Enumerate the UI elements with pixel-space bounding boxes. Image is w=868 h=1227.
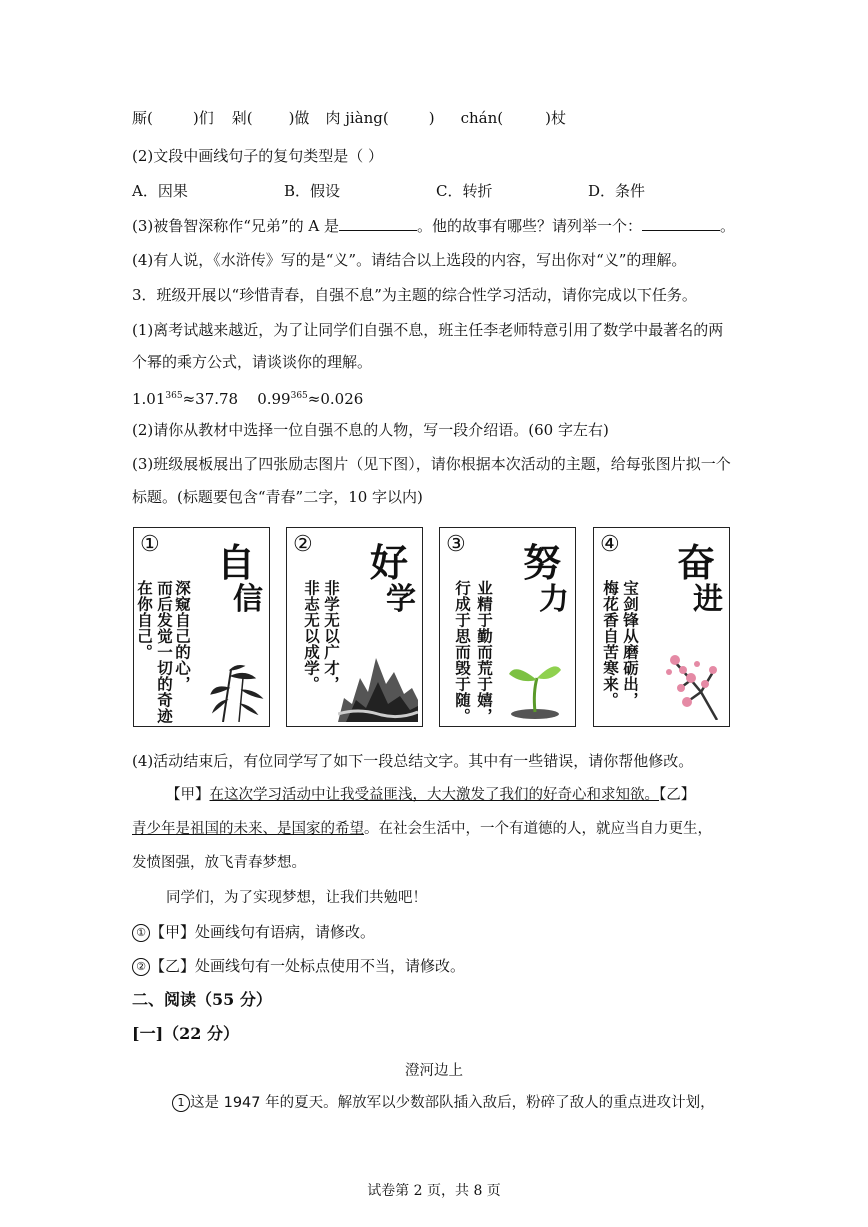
word-4-end: )杖 bbox=[545, 109, 566, 127]
card-word-2: 进 bbox=[693, 582, 723, 617]
card-number: ④ bbox=[600, 532, 620, 557]
pinyin-question-line bbox=[132, 108, 566, 128]
yi-tag: 【乙】 bbox=[659, 787, 696, 803]
formula-exp-1: 365 bbox=[165, 391, 183, 401]
card-text-col-2: 非志无以成学。 bbox=[302, 580, 320, 692]
task-4: (4)活动结束后，有位同学写了如下一段总结文字。其中有一些错误，请你帮他修改。 bbox=[132, 752, 694, 770]
card-word-2: 力 bbox=[539, 582, 569, 617]
word-2: 剁( bbox=[231, 109, 253, 127]
article-paragraph-1 bbox=[172, 1093, 715, 1113]
question-3 bbox=[132, 216, 735, 236]
task-3-line-1: (3)班级展板展出了四张励志图片（见下图），请你根据本次活动的主题，给每张图片拟一个 bbox=[132, 455, 731, 473]
question-4: (4)有人说，《水浒传》写的是“义”。请结合以上选段的内容，写出你对“义”的理解。 bbox=[132, 251, 687, 269]
task-2: (2)请你从教材中选择一位自强不息的人物，写一段介绍语。(60 字左右) bbox=[132, 421, 609, 439]
circled-number-1: ① bbox=[132, 924, 150, 942]
mountain-landscape-icon bbox=[338, 648, 418, 722]
card-text-col-3: 在你自己。 bbox=[135, 580, 153, 660]
article-title: 澄河边上 bbox=[405, 1063, 463, 1079]
article-paragraph-1-text: 这是 1947 年的夏天。解放军以少数部队插入敌后，粉碎了敌人的重点进攻计划， bbox=[190, 1095, 715, 1111]
sub-question-2 bbox=[132, 956, 465, 976]
word-3-end: ) bbox=[428, 109, 435, 127]
question-2: (2)文段中画线句子的复句类型是（ ） bbox=[132, 147, 384, 165]
option-c: C．转折 bbox=[436, 182, 493, 200]
word-2-end: )做 bbox=[288, 109, 310, 127]
formula-base-1: 1.01 bbox=[132, 390, 166, 408]
page-footer: 试卷第 2 页，共 8 页 bbox=[367, 1183, 501, 1199]
card-text-col-1: 业精于勤而荒于嬉， bbox=[475, 580, 493, 724]
card-word-2: 信 bbox=[233, 582, 263, 617]
card-1 bbox=[133, 527, 270, 727]
card-word-1: 自 bbox=[216, 541, 255, 585]
card-number: ③ bbox=[446, 532, 466, 557]
word-1: 厮( bbox=[132, 109, 153, 127]
card-word-1: 好 bbox=[369, 541, 408, 585]
summary-line-4: 同学们，为了实现梦想，让我们共勉吧！ bbox=[166, 890, 427, 906]
jia-underlined-sentence: 在这次学习活动中让我受益匪浅，大大激发了我们的好奇心和求知欲。 bbox=[209, 787, 659, 803]
question-3-part-a: (3)被鲁智深称作“兄弟”的 A 是 bbox=[132, 217, 339, 235]
question-3-part-b: 。他的故事有哪些？请列举一个： bbox=[416, 217, 642, 235]
section-2-heading: 二、阅读（55 分） bbox=[132, 990, 272, 1009]
answer-blank-2[interactable] bbox=[642, 216, 720, 231]
task-1-line-2: 个幂的乘方公式，请谈谈你的理解。 bbox=[132, 353, 373, 371]
sprout-icon bbox=[507, 652, 563, 720]
formula-line bbox=[132, 386, 363, 409]
summary-line-1 bbox=[166, 785, 695, 805]
yi-underlined-sentence: 青少年是祖国的未来、是国家的希望 bbox=[132, 821, 364, 837]
circled-number-2: ② bbox=[132, 958, 150, 976]
sub-question-1 bbox=[132, 922, 375, 942]
option-d: D．条件 bbox=[588, 182, 646, 200]
summary-line-2 bbox=[132, 819, 712, 839]
motivation-cards bbox=[133, 527, 733, 729]
task-3-line-2: 标题。(标题要包含“青春”二字，10 字以内) bbox=[132, 488, 423, 506]
sub-question-2-text: 【乙】处画线句有一处标点使用不当，请修改。 bbox=[150, 957, 466, 975]
formula-exp-2: 365 bbox=[290, 391, 308, 401]
card-text-col-1: 深窥自己的心， bbox=[173, 580, 191, 692]
formula-base-2: 0.99 bbox=[257, 390, 291, 408]
formula-val-2: ≈0.026 bbox=[307, 390, 364, 408]
question-2-options bbox=[132, 181, 740, 201]
jia-tag: 【甲】 bbox=[166, 787, 210, 803]
section-3-intro: 3．班级开展以“珍惜青春，自强不息”为主题的综合性学习活动，请你完成以下任务。 bbox=[132, 286, 697, 304]
card-word-1: 努 bbox=[522, 541, 561, 585]
answer-blank-1[interactable] bbox=[339, 216, 417, 231]
formula-val-1: ≈37.78 bbox=[182, 390, 239, 408]
card-number: ② bbox=[293, 532, 313, 557]
card-text-col-2: 行成于思而毁于随。 bbox=[453, 580, 471, 724]
summary-text-1: 。在社会生活中，一个有道德的人，就应当自力更生， bbox=[364, 821, 712, 837]
card-4 bbox=[593, 527, 730, 727]
task-1-line-1: (1)离考试越来越近，为了让同学们自强不息，班主任李老师特意引用了数学中最著名的两 bbox=[132, 321, 724, 339]
bamboo-icon bbox=[209, 664, 265, 722]
paragraph-number: 1 bbox=[172, 1094, 190, 1112]
part-1-heading: [一]（22 分） bbox=[132, 1024, 239, 1043]
option-b: B．假设 bbox=[284, 182, 341, 200]
word-3: 肉 jiàng( bbox=[325, 109, 389, 127]
word-4: chán( bbox=[460, 109, 504, 127]
card-word-2: 学 bbox=[386, 582, 416, 617]
card-text-col-1: 非学无以广才， bbox=[322, 580, 340, 692]
card-3 bbox=[439, 527, 576, 727]
summary-line-3: 发愤图强，放飞青春梦想。 bbox=[132, 855, 306, 871]
card-word-1: 奋 bbox=[676, 541, 715, 585]
card-text-col-1: 宝剑锋从磨砺出， bbox=[621, 580, 639, 708]
card-text-col-2: 梅花香自苦寒来。 bbox=[601, 580, 619, 708]
option-a: A．因果 bbox=[132, 182, 188, 200]
card-text-col-2: 而后发觉一切的奇迹 bbox=[155, 580, 173, 724]
word-1-end: )们 bbox=[192, 109, 214, 127]
card-2 bbox=[286, 527, 423, 727]
question-3-end: 。 bbox=[719, 217, 735, 235]
plum-blossom-icon bbox=[661, 642, 723, 720]
sub-question-1-text: 【甲】处画线句有语病，请修改。 bbox=[150, 923, 376, 941]
card-number: ① bbox=[140, 532, 160, 557]
